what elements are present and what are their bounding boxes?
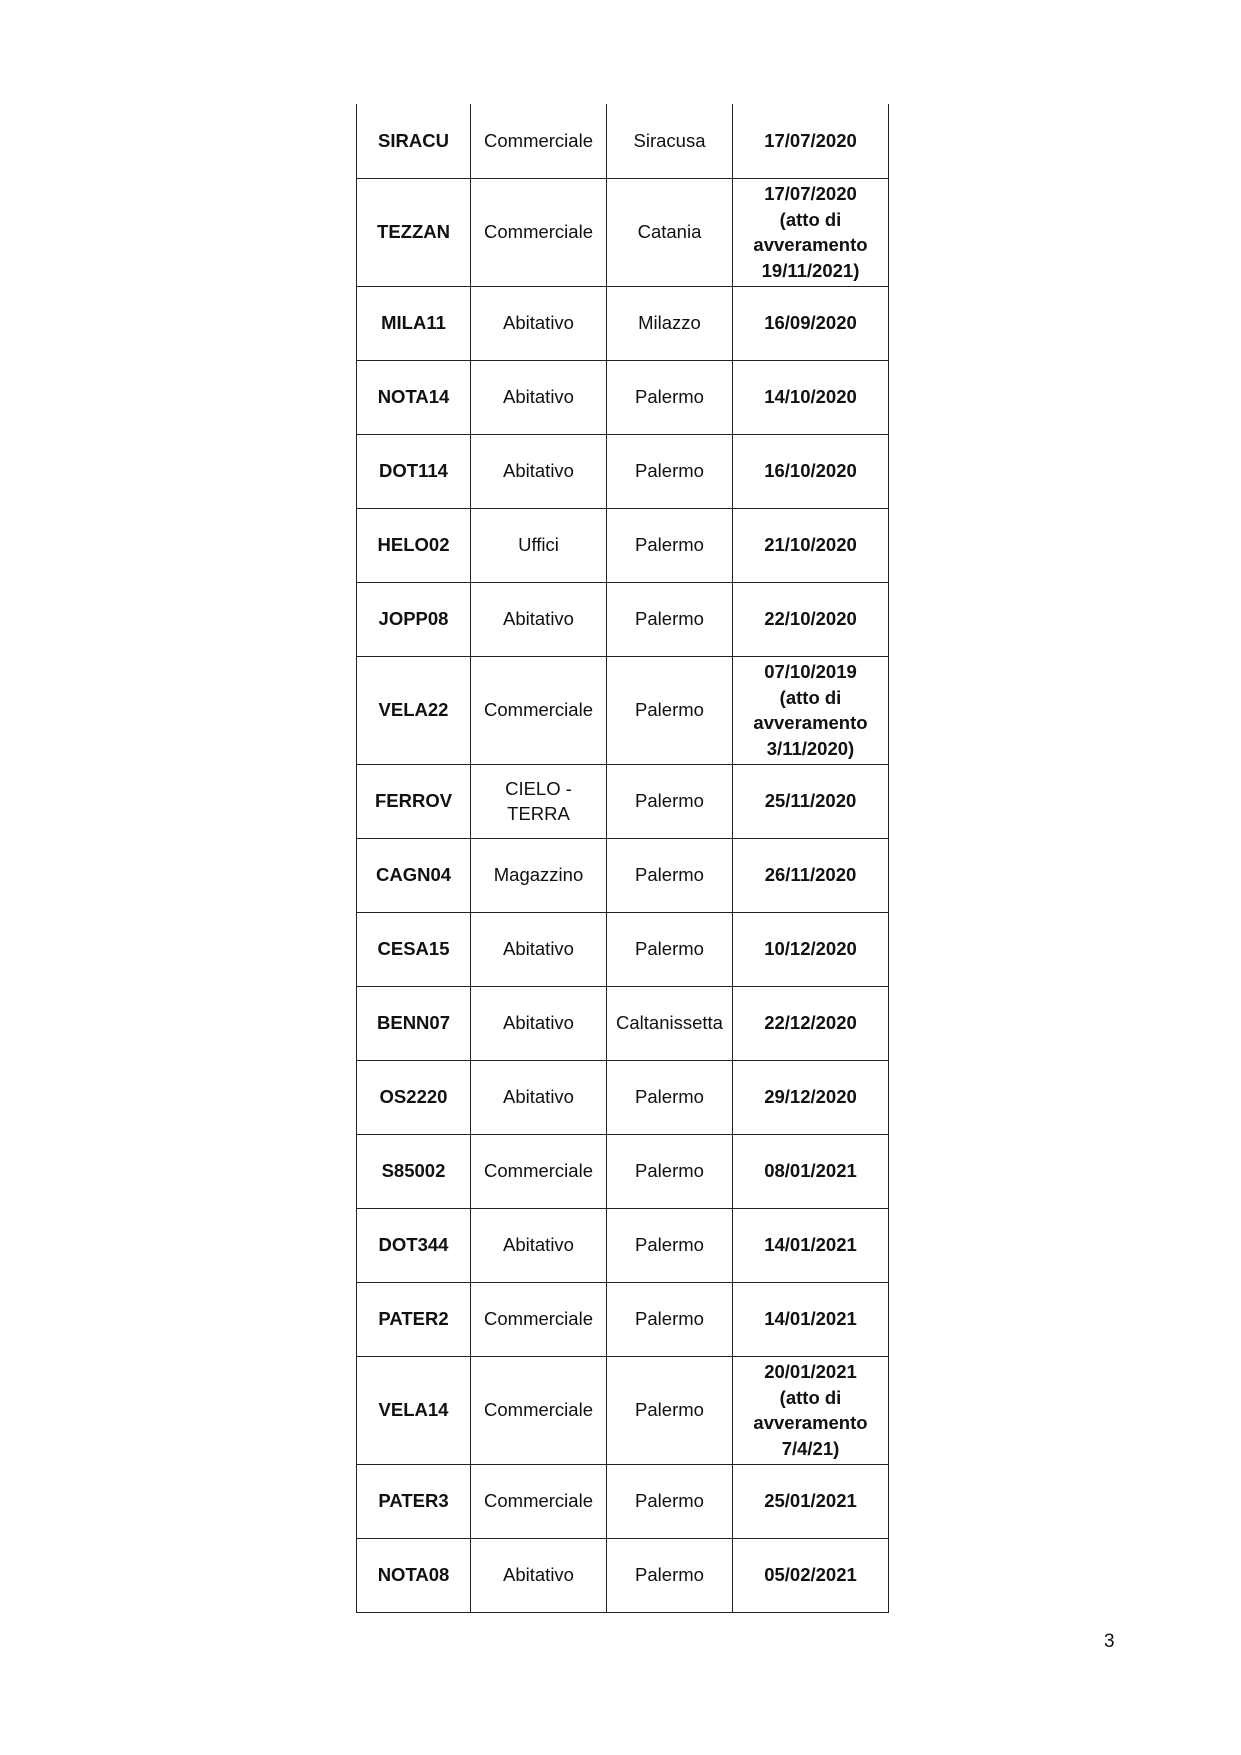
table-row (357, 656, 889, 764)
date-line: 19/11/2021) (761, 259, 860, 281)
table-row (357, 1282, 889, 1356)
date-cell (733, 986, 889, 1060)
city-cell: Palermo (607, 838, 733, 912)
table-row (357, 434, 889, 508)
table-row (357, 178, 889, 286)
date-line: 3/11/2020) (766, 737, 855, 759)
city-cell: Palermo (607, 1464, 733, 1538)
table-row (357, 360, 889, 434)
city-cell: Palermo (607, 764, 733, 838)
code-cell: PATER3 (357, 1464, 471, 1538)
date-line: 14/10/2020 (764, 386, 857, 408)
type-cell: Commerciale (471, 1464, 607, 1538)
table-row (357, 286, 889, 360)
date-line: 20/01/2021 (764, 1361, 857, 1382)
date-cell (733, 1464, 889, 1538)
type-cell: Commerciale (471, 1134, 607, 1208)
date-line: 14/01/2021 (764, 1308, 857, 1330)
date-cell (733, 360, 889, 434)
type-cell: Abitativo (471, 286, 607, 360)
city-cell: Milazzo (607, 286, 733, 360)
date-cell (733, 104, 889, 178)
code-cell: BENN07 (357, 986, 471, 1060)
date-line: 21/10/2020 (764, 534, 857, 556)
date-cell (733, 1134, 889, 1208)
date-line: 16/09/2020 (764, 312, 857, 334)
table-row (357, 104, 889, 178)
code-cell: OS2220 (357, 1060, 471, 1134)
type-cell: Commerciale (471, 656, 607, 764)
city-cell: Palermo (607, 1356, 733, 1464)
code-cell: DOT114 (357, 434, 471, 508)
date-line: 25/11/2020 (764, 790, 857, 812)
date-line: 25/01/2021 (764, 1490, 857, 1512)
table-row (357, 1134, 889, 1208)
table-row (357, 1538, 889, 1612)
city-cell: Palermo (607, 1538, 733, 1612)
table-row (357, 508, 889, 582)
city-cell: Palermo (607, 912, 733, 986)
date-cell (733, 286, 889, 360)
city-cell: Palermo (607, 656, 733, 764)
city-cell: Palermo (607, 1282, 733, 1356)
type-cell: Abitativo (471, 1538, 607, 1612)
type-cell: Commerciale (471, 1356, 607, 1464)
date-cell (733, 508, 889, 582)
date-line: 26/11/2020 (764, 864, 857, 886)
date-cell (733, 434, 889, 508)
date-cell (733, 1356, 889, 1464)
date-line: 17/07/2020 (764, 130, 857, 151)
table-row (357, 582, 889, 656)
date-line: 05/02/2021 (764, 1564, 857, 1586)
date-cell (733, 1060, 889, 1134)
city-cell: Palermo (607, 1134, 733, 1208)
date-line: 17/07/2020 (764, 183, 857, 204)
code-cell: VELA14 (357, 1356, 471, 1464)
code-cell: CESA15 (357, 912, 471, 986)
code-cell: JOPP08 (357, 582, 471, 656)
city-cell: Palermo (607, 1060, 733, 1134)
date-cell (733, 178, 889, 286)
type-cell: Uffici (471, 508, 607, 582)
property-table (356, 104, 889, 1613)
table-row (357, 986, 889, 1060)
date-line: (atto di (779, 208, 842, 230)
code-cell: TEZZAN (357, 178, 471, 286)
type-cell: CIELO - TERRA (471, 764, 607, 838)
table-row (357, 1060, 889, 1134)
date-line: 22/12/2020 (764, 1012, 857, 1034)
date-line: 07/10/2019 (764, 661, 857, 682)
table-row (357, 912, 889, 986)
type-cell: Abitativo (471, 912, 607, 986)
type-cell: Abitativo (471, 1060, 607, 1134)
table-row (357, 764, 889, 838)
city-cell: Siracusa (607, 104, 733, 178)
type-cell: Commerciale (471, 1282, 607, 1356)
code-cell: S85002 (357, 1134, 471, 1208)
type-cell: Abitativo (471, 582, 607, 656)
code-cell: SIRACU (357, 104, 471, 178)
type-cell: Commerciale (471, 178, 607, 286)
date-line: avveramento (753, 712, 868, 733)
date-cell (733, 764, 889, 838)
date-line: (atto di (779, 1386, 842, 1408)
date-cell (733, 912, 889, 986)
date-cell (733, 1538, 889, 1612)
date-line: (atto di (779, 686, 842, 708)
code-cell: CAGN04 (357, 838, 471, 912)
date-cell (733, 1282, 889, 1356)
code-cell: FERROV (357, 764, 471, 838)
code-cell: PATER2 (357, 1282, 471, 1356)
type-cell: Abitativo (471, 360, 607, 434)
city-cell: Palermo (607, 360, 733, 434)
type-cell: Abitativo (471, 434, 607, 508)
city-cell: Palermo (607, 508, 733, 582)
type-cell: Abitativo (471, 986, 607, 1060)
city-cell: Palermo (607, 1208, 733, 1282)
code-cell: DOT344 (357, 1208, 471, 1282)
table-body (357, 104, 889, 1612)
city-cell: Caltanissetta (607, 986, 733, 1060)
city-cell: Catania (607, 178, 733, 286)
city-cell: Palermo (607, 434, 733, 508)
date-line: 10/12/2020 (764, 938, 857, 960)
city-cell: Palermo (607, 582, 733, 656)
date-line: 7/4/21) (781, 1437, 840, 1459)
code-cell: MILA11 (357, 286, 471, 360)
table-row (357, 838, 889, 912)
date-cell (733, 656, 889, 764)
code-cell: NOTA08 (357, 1538, 471, 1612)
date-line: 14/01/2021 (764, 1234, 857, 1256)
date-line: 29/12/2020 (764, 1086, 857, 1108)
page-number: 3 (1104, 1631, 1115, 1652)
date-line: avveramento (753, 234, 868, 255)
type-cell: Commerciale (471, 104, 607, 178)
date-line: 16/10/2020 (764, 460, 857, 482)
table-row (357, 1208, 889, 1282)
code-cell: VELA22 (357, 656, 471, 764)
date-line: 22/10/2020 (764, 608, 857, 630)
date-cell (733, 838, 889, 912)
date-line: avveramento (753, 1412, 868, 1433)
type-cell: Abitativo (471, 1208, 607, 1282)
code-cell: HELO02 (357, 508, 471, 582)
table-row (357, 1464, 889, 1538)
type-cell: Magazzino (471, 838, 607, 912)
date-cell (733, 582, 889, 656)
table-row (357, 1356, 889, 1464)
date-cell (733, 1208, 889, 1282)
date-line: 08/01/2021 (764, 1160, 857, 1182)
code-cell: NOTA14 (357, 360, 471, 434)
